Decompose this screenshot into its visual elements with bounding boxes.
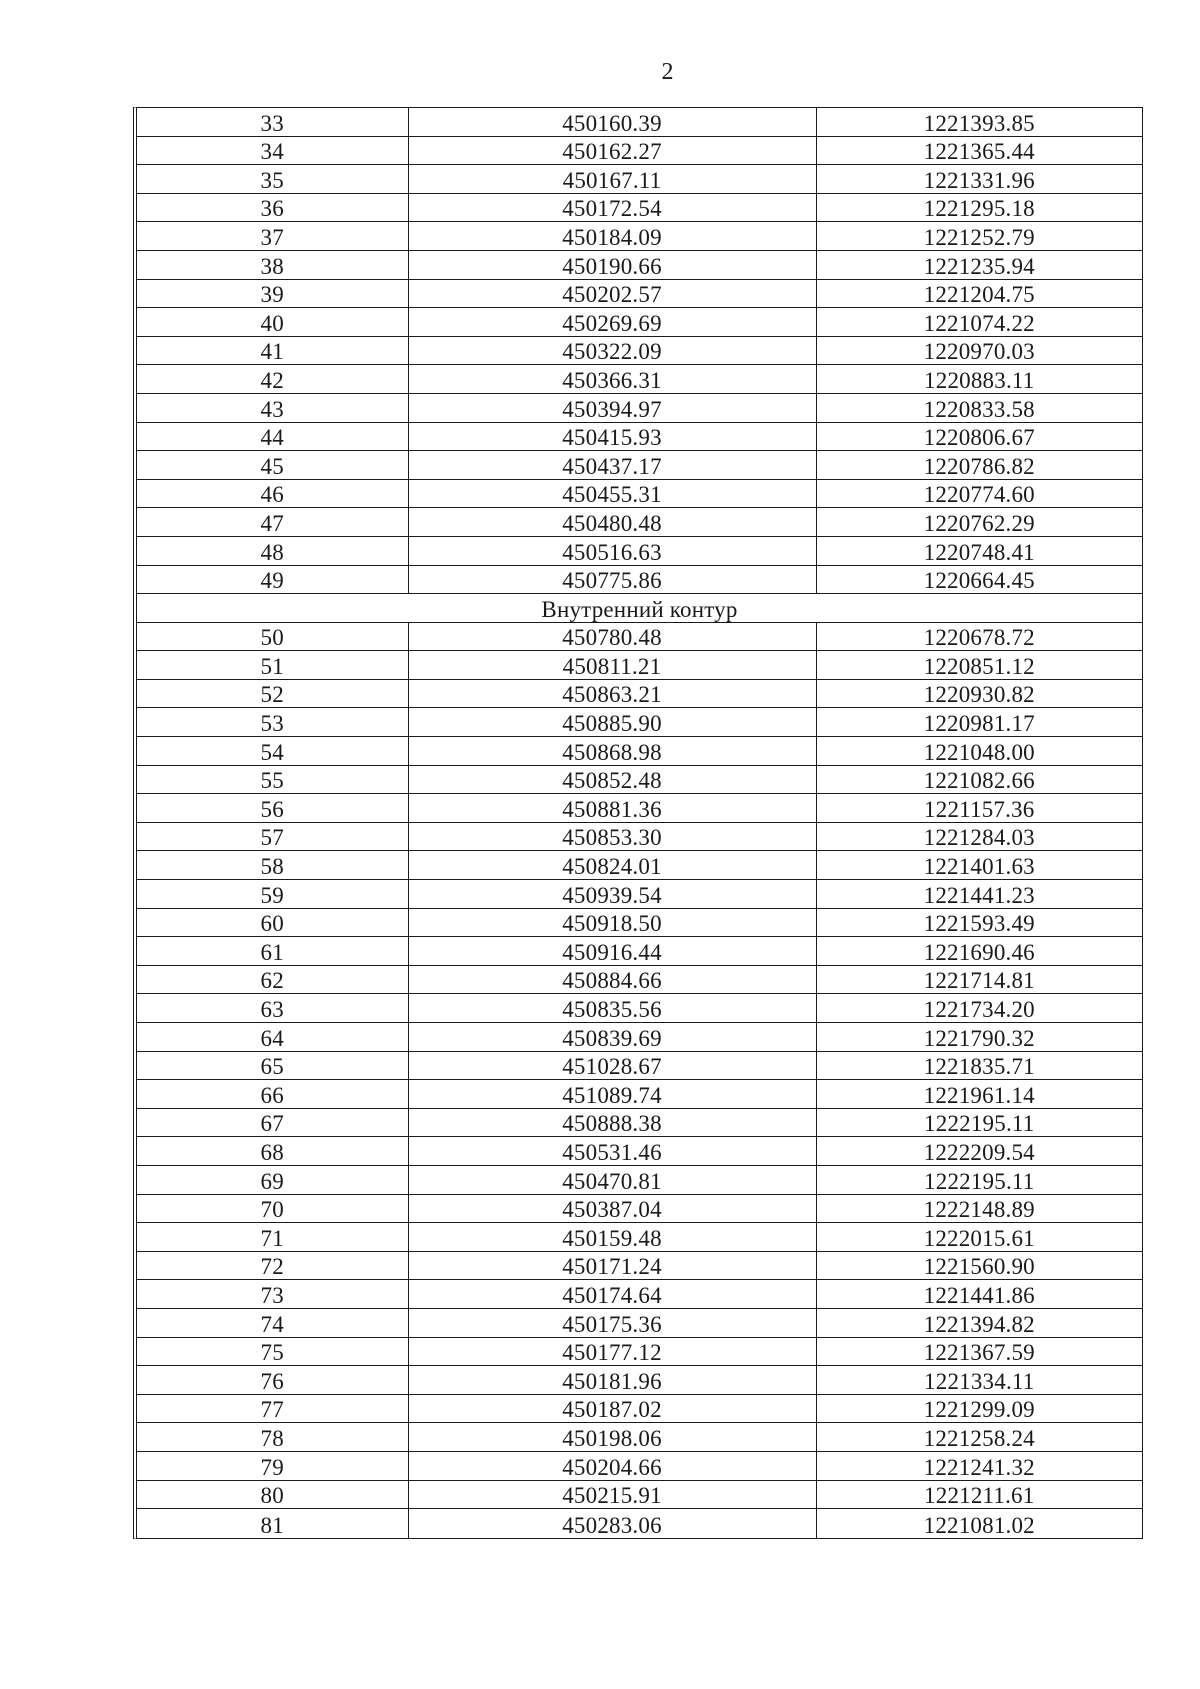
table-row — [137, 165, 1142, 194]
x-coordinate-cell: 450174.64 — [408, 1280, 816, 1309]
point-number-cell: 70 — [137, 1194, 408, 1223]
x-coordinate-cell: 450775.86 — [408, 565, 816, 594]
table-row — [137, 393, 1142, 422]
y-coordinate-cell: 1221394.82 — [816, 1308, 1142, 1337]
table-row — [137, 1251, 1142, 1280]
table-row — [137, 908, 1142, 937]
x-coordinate-cell: 450470.81 — [408, 1165, 816, 1194]
y-coordinate-cell: 1222015.61 — [816, 1223, 1142, 1252]
y-coordinate-cell: 1221334.11 — [816, 1366, 1142, 1395]
table-row — [137, 536, 1142, 565]
table-row — [137, 422, 1142, 451]
x-coordinate-cell: 450159.48 — [408, 1223, 816, 1252]
table-row — [137, 1366, 1142, 1395]
point-number-cell: 69 — [137, 1165, 408, 1194]
y-coordinate-cell: 1220970.03 — [816, 336, 1142, 365]
y-coordinate-cell: 1220762.29 — [816, 508, 1142, 537]
point-number-cell: 79 — [137, 1451, 408, 1480]
point-number-cell: 38 — [137, 250, 408, 279]
point-number-cell: 49 — [137, 565, 408, 594]
table-row — [137, 365, 1142, 394]
y-coordinate-cell: 1221367.59 — [816, 1337, 1142, 1366]
y-coordinate-cell: 1222195.11 — [816, 1165, 1142, 1194]
y-coordinate-cell: 1221734.20 — [816, 994, 1142, 1023]
table-row — [137, 851, 1142, 880]
y-coordinate-cell: 1221835.71 — [816, 1051, 1142, 1080]
y-coordinate-cell: 1220930.82 — [816, 679, 1142, 708]
point-number-cell: 71 — [137, 1223, 408, 1252]
x-coordinate-cell: 450888.38 — [408, 1108, 816, 1137]
y-coordinate-cell: 1221082.66 — [816, 765, 1142, 794]
table-row — [137, 451, 1142, 480]
y-coordinate-cell: 1221048.00 — [816, 737, 1142, 766]
x-coordinate-cell: 450835.56 — [408, 994, 816, 1023]
point-number-cell: 37 — [137, 222, 408, 251]
y-coordinate-cell: 1220786.82 — [816, 451, 1142, 480]
x-coordinate-cell: 450780.48 — [408, 622, 816, 651]
x-coordinate-cell: 450175.36 — [408, 1308, 816, 1337]
table-row — [137, 1423, 1142, 1452]
table-row — [137, 994, 1142, 1023]
table-row — [137, 250, 1142, 279]
y-coordinate-cell: 1220774.60 — [816, 479, 1142, 508]
table-row — [137, 1337, 1142, 1366]
y-coordinate-cell: 1221258.24 — [816, 1423, 1142, 1452]
y-coordinate-cell: 1221157.36 — [816, 794, 1142, 823]
table-row — [137, 651, 1142, 680]
point-number-cell: 42 — [137, 365, 408, 394]
table-row — [137, 193, 1142, 222]
table-row — [137, 1051, 1142, 1080]
y-coordinate-cell: 1221393.85 — [816, 108, 1142, 136]
point-number-cell: 33 — [137, 108, 408, 136]
y-coordinate-cell: 1220806.67 — [816, 422, 1142, 451]
point-number-cell: 56 — [137, 794, 408, 823]
y-coordinate-cell: 1222195.11 — [816, 1108, 1142, 1137]
x-coordinate-cell: 450171.24 — [408, 1251, 816, 1280]
y-coordinate-cell: 1221441.86 — [816, 1280, 1142, 1309]
point-number-cell: 65 — [137, 1051, 408, 1080]
x-coordinate-cell: 450824.01 — [408, 851, 816, 880]
point-number-cell: 63 — [137, 994, 408, 1023]
x-coordinate-cell: 450881.36 — [408, 794, 816, 823]
x-coordinate-cell: 450455.31 — [408, 479, 816, 508]
table-row — [137, 136, 1142, 165]
y-coordinate-cell: 1221299.09 — [816, 1394, 1142, 1423]
point-number-cell: 73 — [137, 1280, 408, 1309]
y-coordinate-cell: 1221295.18 — [816, 193, 1142, 222]
y-coordinate-cell: 1221241.32 — [816, 1451, 1142, 1480]
y-coordinate-cell: 1220981.17 — [816, 708, 1142, 737]
coordinates-table-body — [137, 108, 1142, 1538]
x-coordinate-cell: 450853.30 — [408, 822, 816, 851]
point-number-cell: 51 — [137, 651, 408, 680]
x-coordinate-cell: 450215.91 — [408, 1480, 816, 1509]
y-coordinate-cell: 1221714.81 — [816, 965, 1142, 994]
point-number-cell: 46 — [137, 479, 408, 508]
x-coordinate-cell: 450177.12 — [408, 1337, 816, 1366]
y-coordinate-cell: 1221593.49 — [816, 908, 1142, 937]
point-number-cell: 39 — [137, 279, 408, 308]
x-coordinate-cell: 451089.74 — [408, 1080, 816, 1109]
y-coordinate-cell: 1221401.63 — [816, 851, 1142, 880]
x-coordinate-cell: 450394.97 — [408, 393, 816, 422]
y-coordinate-cell: 1220851.12 — [816, 651, 1142, 680]
table-row — [137, 965, 1142, 994]
y-coordinate-cell: 1221081.02 — [816, 1509, 1142, 1539]
y-coordinate-cell: 1220833.58 — [816, 393, 1142, 422]
point-number-cell: 64 — [137, 1023, 408, 1052]
table-row — [137, 765, 1142, 794]
x-coordinate-cell: 450387.04 — [408, 1194, 816, 1223]
point-number-cell: 80 — [137, 1480, 408, 1509]
table-row — [137, 679, 1142, 708]
section-title: Внутренний контур — [137, 594, 1142, 623]
table-row — [137, 937, 1142, 966]
table-row — [137, 336, 1142, 365]
table-row — [137, 1308, 1142, 1337]
y-coordinate-cell: 1220883.11 — [816, 365, 1142, 394]
y-coordinate-cell: 1221235.94 — [816, 250, 1142, 279]
table-row — [137, 1080, 1142, 1109]
table-row — [137, 1194, 1142, 1223]
x-coordinate-cell: 450884.66 — [408, 965, 816, 994]
point-number-cell: 67 — [137, 1108, 408, 1137]
y-coordinate-cell: 1222148.89 — [816, 1194, 1142, 1223]
table-row — [137, 708, 1142, 737]
point-number-cell: 78 — [137, 1423, 408, 1452]
x-coordinate-cell: 450269.69 — [408, 308, 816, 337]
point-number-cell: 48 — [137, 536, 408, 565]
point-number-cell: 36 — [137, 193, 408, 222]
table-row — [137, 279, 1142, 308]
point-number-cell: 68 — [137, 1137, 408, 1166]
x-coordinate-cell: 450322.09 — [408, 336, 816, 365]
table-row — [137, 1509, 1142, 1539]
table-row — [137, 737, 1142, 766]
point-number-cell: 61 — [137, 937, 408, 966]
point-number-cell: 62 — [137, 965, 408, 994]
x-coordinate-cell: 451028.67 — [408, 1051, 816, 1080]
table-row — [137, 1165, 1142, 1194]
table-row — [137, 1451, 1142, 1480]
x-coordinate-cell: 450283.06 — [408, 1509, 816, 1539]
x-coordinate-cell: 450868.98 — [408, 737, 816, 766]
section-row — [137, 594, 1142, 623]
point-number-cell: 41 — [137, 336, 408, 365]
point-number-cell: 76 — [137, 1366, 408, 1395]
table-row — [137, 822, 1142, 851]
table-row — [137, 308, 1142, 337]
table-row — [137, 222, 1142, 251]
y-coordinate-cell: 1221211.61 — [816, 1480, 1142, 1509]
x-coordinate-cell: 450167.11 — [408, 165, 816, 194]
table-row — [137, 1280, 1142, 1309]
table-row — [137, 1223, 1142, 1252]
x-coordinate-cell: 450885.90 — [408, 708, 816, 737]
y-coordinate-cell: 1221204.75 — [816, 279, 1142, 308]
y-coordinate-cell: 1220678.72 — [816, 622, 1142, 651]
point-number-cell: 43 — [137, 393, 408, 422]
point-number-cell: 53 — [137, 708, 408, 737]
x-coordinate-cell: 450204.66 — [408, 1451, 816, 1480]
point-number-cell: 66 — [137, 1080, 408, 1109]
point-number-cell: 44 — [137, 422, 408, 451]
table-row — [137, 1394, 1142, 1423]
table-row — [137, 794, 1142, 823]
point-number-cell: 58 — [137, 851, 408, 880]
point-number-cell: 75 — [137, 1337, 408, 1366]
y-coordinate-cell: 1221284.03 — [816, 822, 1142, 851]
x-coordinate-cell: 450172.54 — [408, 193, 816, 222]
x-coordinate-cell: 450190.66 — [408, 250, 816, 279]
table-row — [137, 108, 1142, 136]
x-coordinate-cell: 450480.48 — [408, 508, 816, 537]
table-row — [137, 1480, 1142, 1509]
table-row — [137, 880, 1142, 909]
point-number-cell: 60 — [137, 908, 408, 937]
point-number-cell: 52 — [137, 679, 408, 708]
x-coordinate-cell: 450415.93 — [408, 422, 816, 451]
table-row — [137, 1108, 1142, 1137]
x-coordinate-cell: 450863.21 — [408, 679, 816, 708]
y-coordinate-cell: 1220664.45 — [816, 565, 1142, 594]
y-coordinate-cell: 1220748.41 — [816, 536, 1142, 565]
x-coordinate-cell: 450202.57 — [408, 279, 816, 308]
point-number-cell: 59 — [137, 880, 408, 909]
page-number: 2 — [661, 59, 674, 85]
table-row — [137, 1137, 1142, 1166]
point-number-cell: 54 — [137, 737, 408, 766]
coordinates-table — [137, 108, 1142, 1538]
point-number-cell: 47 — [137, 508, 408, 537]
point-number-cell: 50 — [137, 622, 408, 651]
y-coordinate-cell: 1222209.54 — [816, 1137, 1142, 1166]
point-number-cell: 72 — [137, 1251, 408, 1280]
y-coordinate-cell: 1221074.22 — [816, 308, 1142, 337]
x-coordinate-cell: 450811.21 — [408, 651, 816, 680]
point-number-cell: 74 — [137, 1308, 408, 1337]
x-coordinate-cell: 450437.17 — [408, 451, 816, 480]
x-coordinate-cell: 450366.31 — [408, 365, 816, 394]
table-row — [137, 508, 1142, 537]
y-coordinate-cell: 1221252.79 — [816, 222, 1142, 251]
point-number-cell: 40 — [137, 308, 408, 337]
point-number-cell: 34 — [137, 136, 408, 165]
x-coordinate-cell: 450916.44 — [408, 937, 816, 966]
x-coordinate-cell: 450181.96 — [408, 1366, 816, 1395]
x-coordinate-cell: 450852.48 — [408, 765, 816, 794]
y-coordinate-cell: 1221560.90 — [816, 1251, 1142, 1280]
y-coordinate-cell: 1221331.96 — [816, 165, 1142, 194]
table-row — [137, 565, 1142, 594]
x-coordinate-cell: 450939.54 — [408, 880, 816, 909]
x-coordinate-cell: 450918.50 — [408, 908, 816, 937]
table-row — [137, 1023, 1142, 1052]
y-coordinate-cell: 1221790.32 — [816, 1023, 1142, 1052]
table-row — [137, 622, 1142, 651]
point-number-cell: 35 — [137, 165, 408, 194]
y-coordinate-cell: 1221961.14 — [816, 1080, 1142, 1109]
point-number-cell: 57 — [137, 822, 408, 851]
x-coordinate-cell: 450162.27 — [408, 136, 816, 165]
y-coordinate-cell: 1221365.44 — [816, 136, 1142, 165]
y-coordinate-cell: 1221441.23 — [816, 880, 1142, 909]
x-coordinate-cell: 450531.46 — [408, 1137, 816, 1166]
point-number-cell: 55 — [137, 765, 408, 794]
x-coordinate-cell: 450184.09 — [408, 222, 816, 251]
y-coordinate-cell: 1221690.46 — [816, 937, 1142, 966]
table-row — [137, 479, 1142, 508]
point-number-cell: 77 — [137, 1394, 408, 1423]
coordinates-table-frame — [133, 107, 1143, 1539]
x-coordinate-cell: 450516.63 — [408, 536, 816, 565]
point-number-cell: 81 — [137, 1509, 408, 1539]
x-coordinate-cell: 450187.02 — [408, 1394, 816, 1423]
x-coordinate-cell: 450160.39 — [408, 108, 816, 136]
x-coordinate-cell: 450839.69 — [408, 1023, 816, 1052]
x-coordinate-cell: 450198.06 — [408, 1423, 816, 1452]
point-number-cell: 45 — [137, 451, 408, 480]
